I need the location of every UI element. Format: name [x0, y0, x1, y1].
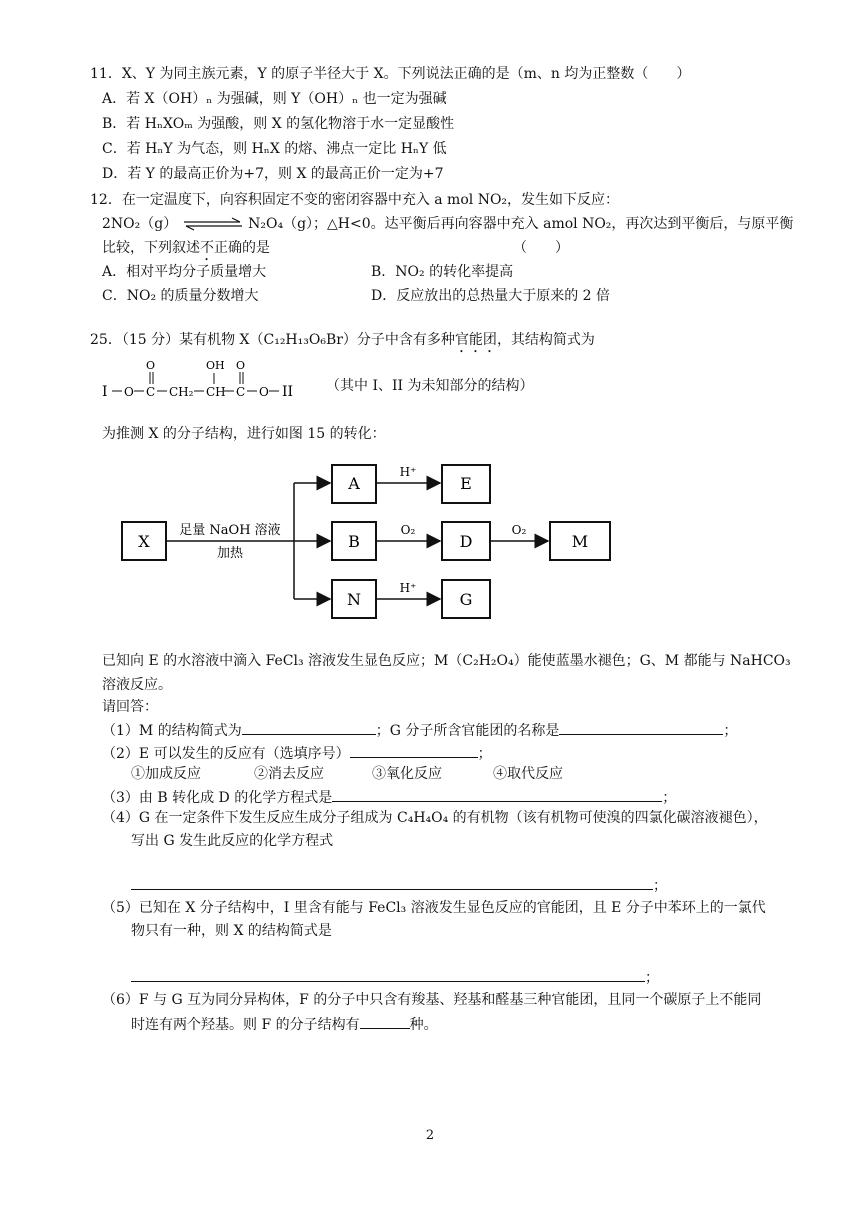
q25-p5-line-2: 物只有一种，则 X 的结构简式是: [131, 923, 332, 939]
struct-oh: OH: [206, 359, 225, 372]
q25-p2-option-1: ①加成反应: [131, 766, 201, 782]
q12-equation: [102, 214, 793, 234]
q25-p1-text-c: ；: [723, 723, 738, 739]
answer-blank-f-count[interactable]: [360, 1013, 410, 1029]
struct-o-3: O: [236, 359, 246, 372]
condition-heat: 加热: [216, 546, 244, 561]
q25-stem-b: ，其结构简式为: [496, 332, 595, 348]
q11-option-a: A．若 X（OH）ₙ 为强碱，则 Y（OH）ₙ 也一定为强碱: [102, 91, 447, 107]
q25-p2-option-3: ③氧化反应: [372, 766, 442, 782]
condition-h-plus-1: H⁺: [399, 465, 417, 479]
answer-blank-m-structure[interactable]: [242, 719, 376, 735]
q25-p3-text-a: （3）由 B 转化成 D 的化学方程式是: [102, 790, 333, 806]
q25-p3-text-b: ；: [662, 790, 677, 806]
q12-eq-left: 2NO₂（g）: [102, 216, 178, 232]
condition-h-plus-2: H⁺: [399, 581, 417, 595]
x-structural-formula: [100, 356, 330, 406]
q25-p5-end: ；: [645, 970, 659, 986]
struct-ch: CH: [206, 385, 226, 399]
label-m: M: [571, 532, 589, 551]
answer-blank-g-groups[interactable]: [559, 719, 723, 735]
struct-part-ii: II: [282, 384, 294, 400]
q25-known-1: 已知向 E 的水溶液中滴入 FeCl₃ 溶液发生显色反应；M（C₂H₂O₄）能使蓝墨水褪色；G、M 都能与 NaHCO₃: [102, 653, 791, 669]
struct-o-2: O: [146, 359, 156, 372]
label-g: G: [459, 590, 473, 609]
q25-p1-text-a: （1）M 的结构简式为: [102, 723, 242, 739]
equilibrium-arrow-icon: [182, 217, 244, 231]
q25-part-1: [102, 719, 737, 741]
q25-part-3: [102, 786, 676, 808]
page-number: 2: [425, 1128, 435, 1143]
q25-known-2: 溶液反应。: [102, 677, 172, 693]
q25-ask: 请回答：: [102, 699, 158, 715]
condition-naoh: 足量 NaOH 溶液: [179, 523, 281, 538]
q25-intro: 为推测 X 的分子结构，进行如图 15 的转化：: [102, 426, 386, 442]
label-n: N: [347, 590, 361, 609]
q12-option-b: B．NO₂ 的转化率提高: [371, 264, 514, 280]
q25-p6-text-a: 时连有两个羟基。则 F 的分子结构有: [131, 1017, 360, 1033]
q25-p6-text-b: 种。: [409, 1017, 438, 1033]
label-d: D: [459, 532, 473, 551]
struct-o-4: O: [259, 385, 269, 399]
condition-o2-2: O₂: [511, 523, 527, 537]
label-b: B: [348, 532, 360, 551]
struct-c-1: C: [146, 385, 156, 399]
q25-stem-a: 25．（15 分）某有机物 X（C₁₂H₁₃O₆Br）分子中含有多种: [90, 332, 455, 348]
q25-part-2: [102, 742, 492, 764]
q25-p4-line-2: 写出 G 发生此反应的化学方程式: [131, 833, 334, 849]
q25-p2-text-a: （2）E 可以发生的反应有（选填序号）: [102, 746, 350, 762]
q25-p5-line-1: （5）已知在 X 分子结构中，I 里含有能与 FeCl₃ 溶液发生显色反应的官能团，且 E 分子中苯环上的一氯代: [102, 900, 766, 916]
condition-o2-1: O₂: [400, 523, 416, 537]
q25-p4-answer-line: [131, 874, 667, 896]
q12-stem: 12．在一定温度下，向容积固定不变的密闭容器中充入 a mol NO₂，发生如下反应：: [90, 192, 620, 208]
q25-p2-option-2: ②消去反应: [254, 766, 324, 782]
q12-option-a: A．相对平均分子质量增大: [102, 264, 267, 280]
struct-ch2: CH₂: [169, 385, 194, 399]
q25-p5-answer-line: [131, 966, 659, 988]
q12-eq-right: N₂O₄（g）；△H<0。达平衡后再向容器中充入 amol NO₂，再次达到平衡后，与原平衡: [248, 216, 794, 232]
q25-p4-line-1: （4）G 在一定条件下发生反应生成分子组成为 C₄H₄O₄ 的有机物（该有机物可使溴的四氯化碳溶液褪色），: [102, 810, 768, 826]
answer-blank-e-reactions[interactable]: [350, 742, 478, 758]
q12-option-c: C．NO₂ 的质量分数增大: [102, 288, 259, 304]
label-a: A: [348, 474, 360, 493]
struct-note: （其中 I、II 为未知部分的结构）: [326, 378, 534, 394]
q25-p6-line-2: [131, 1013, 438, 1035]
label-e: E: [460, 474, 472, 493]
struct-part-i: I: [102, 384, 108, 400]
struct-c-2: C: [236, 385, 246, 399]
q25-emphasis-functional-groups: 官能团: [454, 332, 497, 348]
answer-blank-x-structure[interactable]: [131, 966, 645, 982]
transformation-flow-diagram: [118, 458, 638, 628]
struct-o-1: O: [124, 385, 134, 399]
q12-answer-paren: （ ）: [513, 240, 569, 256]
q12-line3: [102, 238, 270, 264]
q11-option-d: D．若 Y 的最高正价为+7，则 X 的最高正价一定为+7: [102, 166, 444, 182]
answer-blank-b-to-d-equation[interactable]: [332, 786, 662, 802]
label-x: X: [138, 532, 150, 551]
q11-option-b: B．若 HₙXOₘ 为强酸，则 X 的氢化物溶于水一定显酸性: [102, 116, 455, 132]
q25-p1-text-b: ；G 分子所含官能团的名称是: [375, 723, 560, 739]
q25-stem: [90, 330, 595, 356]
q12-line3-text-b: 正确的是: [214, 240, 270, 256]
q25-p4-end: ；: [653, 878, 667, 894]
answer-blank-g-equation[interactable]: [131, 874, 653, 890]
q12-option-d: D．反应放出的总热量大于原来的 2 倍: [371, 288, 611, 304]
q25-p2-text-b: ；: [477, 746, 492, 762]
q12-line3-text-a: 比较，下列叙述: [102, 240, 200, 256]
q11-stem: 11．X、Y 为同主族元素，Y 的原子半径大于 X。下列说法正确的是（m、n 均为正整数（ ）: [90, 66, 691, 82]
q11-option-c: C．若 HₙY 为气态，则 HₙX 的熔、沸点一定比 HₙY 低: [102, 141, 447, 157]
q25-p6-line-1: （6）F 与 G 互为同分异构体，F 的分子中只含有羧基、羟基和醛基三种官能团，且同一个碳原子上不能同: [102, 992, 762, 1008]
q25-p2-option-4: ④取代反应: [493, 766, 563, 782]
q12-emphasis-not: 不: [200, 240, 214, 256]
